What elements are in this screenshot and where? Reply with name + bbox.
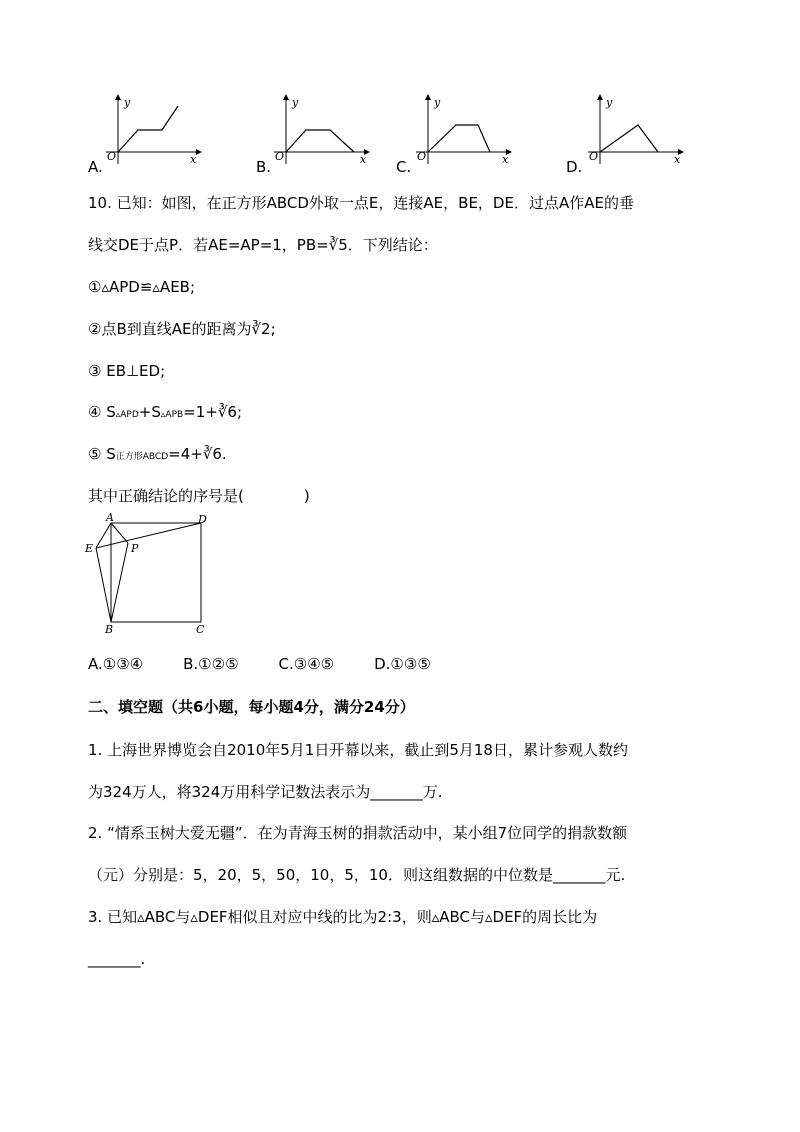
graph-c bbox=[410, 92, 520, 172]
graph-c-y: y bbox=[434, 96, 441, 109]
choice-b: B.①②⑤ bbox=[183, 655, 239, 673]
segment-eb bbox=[96, 548, 111, 622]
segment-pb bbox=[111, 543, 128, 622]
label-c: C bbox=[196, 623, 205, 636]
s2-q1-line2: 为324万人，将324万用科学记数法表示为_______万. bbox=[88, 783, 443, 801]
label-e: E bbox=[85, 542, 94, 555]
square-abcd bbox=[111, 523, 201, 622]
graph-a bbox=[100, 92, 210, 172]
q10-choices bbox=[88, 653, 471, 675]
graph-a-origin: O bbox=[107, 150, 117, 163]
graph-d-origin: O bbox=[589, 150, 599, 163]
graph-b-y: y bbox=[292, 96, 299, 109]
q10-prompt: 其中正确结论的序号是( ) bbox=[88, 487, 310, 505]
graph-c-x: x bbox=[502, 153, 509, 166]
graph-b-origin: O bbox=[275, 150, 285, 163]
q10-item2: ②点B到直线AE的距离为∛2; bbox=[88, 320, 276, 338]
option-b-label: B. bbox=[256, 158, 272, 176]
graph-d-x: x bbox=[674, 153, 681, 166]
s2-q1-line1: 1. 上海世界博览会自2010年5月1日开幕以来，截止到5月18日，累计参观人数约 bbox=[88, 741, 628, 759]
option-c-label: C. bbox=[396, 158, 412, 176]
s2-q3-line1: 3. 已知▵ABC与▵DEF相似且对应中线的比为2:3，则▵ABC与▵DEF的周长比为 bbox=[88, 908, 598, 926]
section2-heading: 二、填空题（共6小题，每小题4分，满分24分） bbox=[88, 698, 415, 716]
graph-a-x: x bbox=[190, 153, 197, 166]
graph-b bbox=[268, 92, 378, 172]
choice-c: C.③④⑤ bbox=[278, 655, 335, 673]
segment-ed bbox=[96, 523, 201, 548]
segment-ae bbox=[96, 523, 111, 548]
q10-line2: 线交DE于点P．若AE=AP=1，PB=∛5．下列结论： bbox=[88, 236, 438, 254]
segment-ap bbox=[111, 523, 128, 543]
graph-b-x: x bbox=[360, 153, 367, 166]
label-p: P bbox=[131, 542, 139, 555]
label-a: A bbox=[106, 511, 114, 524]
s2-q3-line2: _______. bbox=[88, 950, 146, 968]
option-a-label: A. bbox=[88, 158, 103, 176]
q10-item3: ③ EB⊥ED; bbox=[88, 362, 166, 380]
choice-d: D.①③⑤ bbox=[374, 655, 431, 673]
option-d-label: D. bbox=[566, 158, 583, 176]
q10-item5: ⑤ S正方形ABCD=4+∛6. bbox=[88, 445, 227, 463]
label-d: D bbox=[198, 513, 207, 526]
graph-d-y: y bbox=[606, 96, 613, 109]
s2-q2-line1: 2. “情系玉树大爱无疆”．在为青海玉树的捐款活动中，某小组7位同学的捐款数额 bbox=[88, 824, 628, 842]
choice-a: A.①③④ bbox=[88, 655, 144, 673]
graph-c-origin: O bbox=[417, 150, 427, 163]
q10-item1: ①▵APD≌▵AEB; bbox=[88, 278, 196, 296]
s2-q2-line2: （元）分别是：5，20，5，50，10，5，10．则这组数据的中位数是_______元. bbox=[88, 866, 626, 884]
graph-a-y: y bbox=[124, 96, 131, 109]
graph-d bbox=[582, 92, 692, 172]
q10-line1: 10. 已知：如图，在正方形ABCD外取一点E，连接AE，BE，DE．过点A作AE的垂 bbox=[88, 194, 634, 212]
label-b: B bbox=[105, 623, 114, 636]
q10-item4: ④ S▵APD+S▵APB=1+∛6; bbox=[88, 403, 243, 421]
q10-figure bbox=[84, 510, 224, 636]
